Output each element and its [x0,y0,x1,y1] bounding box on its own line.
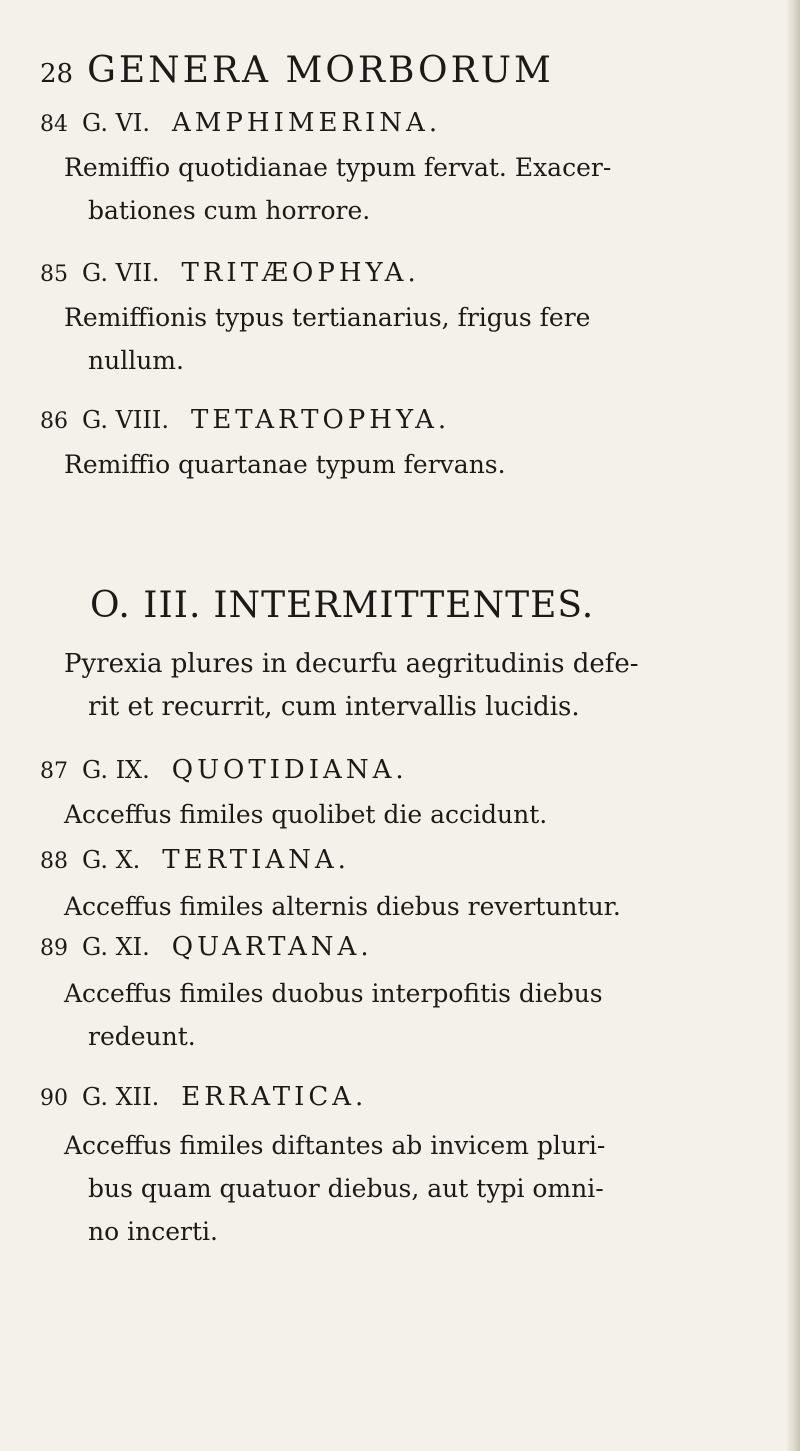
genus-entry [40,258,780,382]
order-description [40,643,780,729]
genus-label: G. XII. [82,1083,160,1111]
page-number: 28 [40,59,74,89]
genus-label: G. VII. [82,259,160,287]
genus-heading [40,405,780,435]
genus-description [64,1124,780,1253]
page-edge [786,0,800,1451]
running-header [40,50,760,91]
order-name: INTERMITTENTES. [213,585,595,626]
description-line: Remiffio quotidianae typum fervat. Exacer- [64,153,612,182]
genus-entry [40,932,780,1058]
genus-label: G. VI. [82,109,151,137]
genus-description [64,972,780,1058]
genus-description [64,296,780,382]
description-line: bationes cum horrore. [88,196,371,225]
description-line: redeunt. [88,1022,196,1051]
genus-entry [40,405,780,486]
description-line: rit et recurrit, cum intervallis lucidis. [88,692,580,722]
description-line: bus quam quatuor diebus, aut typi omni- [88,1174,604,1203]
entry-number: 87 [40,759,68,784]
description-line: nullum. [88,346,184,375]
entry-number: 86 [40,409,68,434]
genus-label: G. VIII. [82,406,169,434]
genus-entry [40,755,780,836]
genus-entry [40,108,780,232]
description-line: Acceffus fimiles duobus interpofitis diebus [64,979,603,1008]
genus-label: G. IX. [82,756,150,784]
genus-entry [40,1082,780,1253]
genus-name: TRITÆOPHYA. [181,258,420,288]
entry-number: 85 [40,262,68,287]
genus-name: ERRATICA. [181,1082,368,1112]
genus-entry [40,845,780,928]
genus-label: G. XI. [82,933,150,961]
running-title: GENERA MORBORUM [87,50,554,91]
genus-description [64,146,780,232]
description-line: Acceffus fimiles diftantes ab invicem pluri- [64,1131,606,1160]
entry-number: 88 [40,849,68,874]
description-line: Pyrexia plures in decurfu aegritudinis defe- [64,649,639,679]
genus-description [64,793,780,836]
genus-name: QUARTANA. [171,932,373,962]
order-text [64,643,780,729]
description-line: no incerti. [88,1217,218,1246]
description-line: Remiffionis typus tertianarius, frigus fere [64,303,591,332]
entry-number: 84 [40,112,68,137]
genus-description [64,443,780,486]
genus-heading [40,258,780,288]
order-heading [90,585,594,626]
genus-name: TERTIANA. [162,845,350,875]
genus-heading [40,755,780,785]
genus-name: AMPHIMERINA. [172,108,442,138]
entry-number: 89 [40,936,68,961]
description-line: Acceffus fimiles quolibet die accidunt. [64,800,548,829]
genus-description [64,885,780,928]
description-line: Remiffio quartanae typum fervans. [64,450,506,479]
genus-heading [40,845,780,875]
genus-name: QUOTIDIANA. [171,755,408,785]
genus-label: G. X. [82,846,141,874]
entry-number: 90 [40,1086,68,1111]
genus-heading [40,108,780,138]
genus-heading [40,1082,780,1112]
genus-heading [40,932,780,962]
genus-name: TETARTOPHYA. [190,405,451,435]
description-line: Acceffus fimiles alternis diebus revertuntur. [64,892,621,921]
order-label: O. III. [90,585,202,626]
